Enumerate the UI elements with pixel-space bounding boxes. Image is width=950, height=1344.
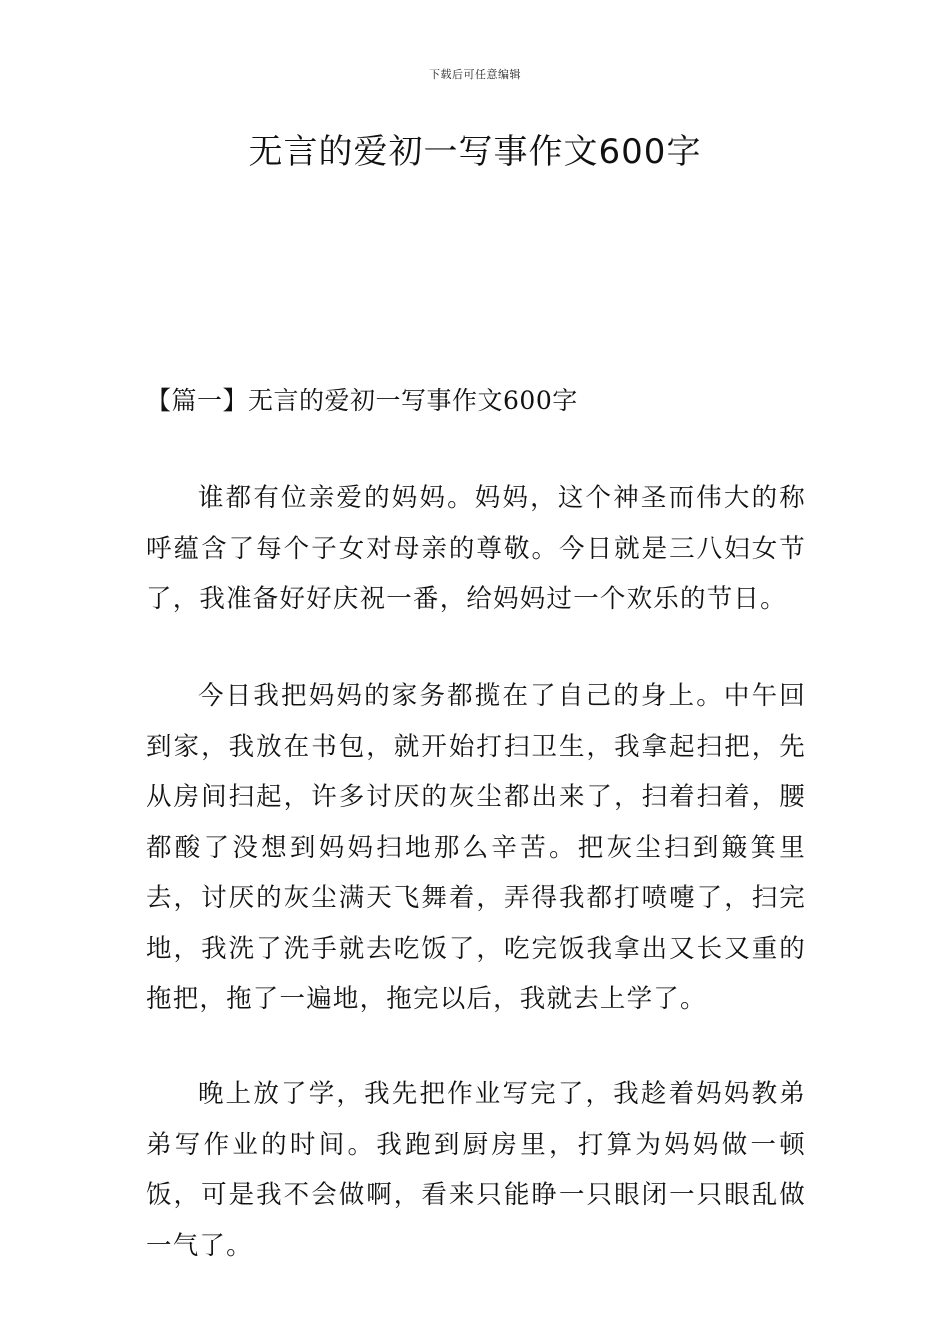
paragraph-3: 晚上放了学，我先把作业写完了，我趁着妈妈教弟弟写作业的时间。我跑到厨房里，打算为妈妈做一顿饭，可是我不会做啊，看来只能睁一只眼闭一只眼乱做一气了。 <box>146 1079 806 1261</box>
section-heading: 【篇一】无言的爱初一写事作文600字 <box>146 386 578 415</box>
document-title: 无言的爱初一写事作文600字 <box>248 132 702 172</box>
paragraph-1: 谁都有位亲爱的妈妈。妈妈，这个神圣而伟大的称呼蕴含了每个子女对母亲的尊敬。今日就是三八妇女节了，我准备好好庆祝一番，给妈妈过一个欢乐的节日。 <box>146 483 806 614</box>
header-note: 下载后可任意编辑 <box>429 68 521 81</box>
paragraph-2: 今日我把妈妈的家务都揽在了自己的身上。中午回到家，我放在书包，就开始打扫卫生，我拿起扫把，先从房间扫起，许多讨厌的灰尘都出来了，扫着扫着，腰都酸了没想到妈妈扫地那么辛苦。把灰尘扫到簸箕里去，讨厌的灰尘满天飞舞着，弄得我都打喷嚏了，扫完地，我洗了洗手就去吃饭了，吃完饭我拿出又长又重的拖把，拖了一遍地，拖完以后，我就去上学了。 <box>146 681 806 1014</box>
